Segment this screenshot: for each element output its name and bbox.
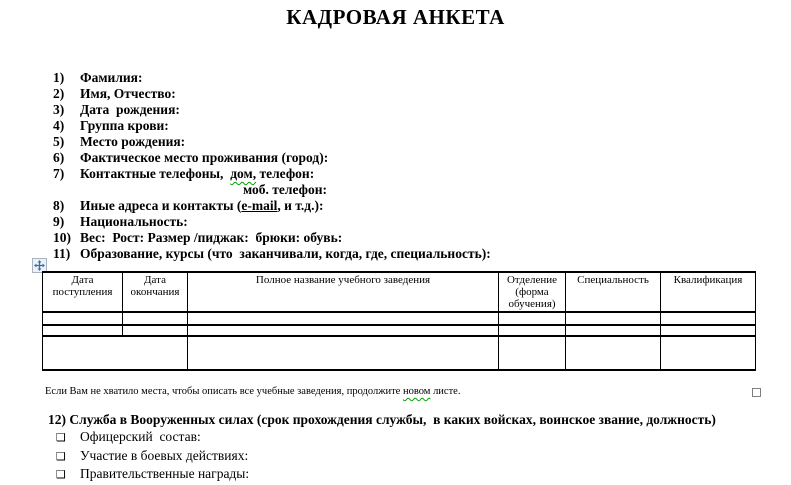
table-cell[interactable]: [661, 312, 756, 325]
list-item: [53, 102, 491, 118]
checkbox-bullet-icon: ❑: [56, 468, 66, 481]
table-header-cell[interactable]: Квалификация: [661, 272, 756, 312]
list-item: [53, 118, 491, 134]
numbered-list: [53, 70, 491, 262]
education-table: [42, 271, 756, 371]
item-text: Фамилия:: [80, 70, 143, 85]
item-text: Место рождения:: [80, 134, 186, 149]
checkbox-item-label: Правительственные награды:: [80, 466, 250, 481]
item-number: 11): [53, 246, 71, 261]
table-header-cell[interactable]: Специальность: [566, 272, 661, 312]
table-row: [43, 325, 756, 336]
table-cell[interactable]: [123, 312, 188, 325]
table-cell[interactable]: [499, 325, 566, 336]
table-cell[interactable]: [43, 325, 123, 336]
item-text: Группа крови:: [80, 118, 169, 133]
list-item: [53, 230, 491, 246]
table-header-row: [43, 272, 756, 312]
checkbox-item: [48, 465, 716, 484]
table-cell[interactable]: [566, 336, 661, 370]
list-item: [53, 150, 491, 166]
table-cell[interactable]: [566, 312, 661, 325]
item-text: Образование, курсы (что заканчивали, когда, где, специальность):: [80, 246, 491, 261]
item-text: Дата рождения:: [80, 102, 180, 117]
list-item: [53, 214, 491, 230]
table-cell[interactable]: [499, 312, 566, 325]
page-title: КАДРОВАЯ АНКЕТА: [286, 5, 505, 29]
table-cell[interactable]: [188, 312, 499, 325]
item-text: Национальность:: [80, 214, 188, 229]
list-item: [53, 70, 491, 86]
table-note: Если Вам не хватило места, чтобы описать все учебные заведения, продолжите новом листе.: [45, 386, 461, 397]
table-cell[interactable]: [499, 336, 566, 370]
checkbox-bullet-icon: ❑: [56, 431, 66, 444]
item-text: Имя, Отчество:: [80, 86, 176, 101]
table-header-cell[interactable]: Отделение (форма обучения): [499, 272, 566, 312]
section-12-title: 12) Служба в Вооруженных силах (срок прохождения службы, в каких войсках, воинское звание, должность): [48, 412, 716, 427]
item-number: 10): [53, 230, 71, 245]
item-number: 6): [53, 150, 65, 165]
item-number: 2): [53, 86, 65, 101]
checkbox-item-label: Офицерский состав:: [80, 429, 201, 444]
list-item-phones-line2: [53, 182, 491, 198]
list-item: [53, 86, 491, 102]
move-arrows-icon: [34, 260, 45, 271]
section-service: [48, 411, 716, 484]
table-resize-handle[interactable]: [752, 388, 761, 397]
table-cell[interactable]: [566, 325, 661, 336]
table-cell[interactable]: [188, 336, 499, 370]
spellcheck-underline: новом: [402, 386, 431, 397]
table-cell[interactable]: [661, 325, 756, 336]
item-text: Контактные телефоны, дом, телефон:: [80, 166, 315, 181]
table-cell-merged[interactable]: [43, 336, 188, 370]
checkbox-item: [48, 447, 716, 466]
item-text: Фактическое место проживания (город):: [80, 150, 329, 165]
spellcheck-underline: дом,: [230, 166, 257, 181]
table-cell[interactable]: [123, 325, 188, 336]
checkbox-item: [48, 428, 716, 447]
table-cell[interactable]: [188, 325, 499, 336]
table-header-cell[interactable]: Дата поступления: [43, 272, 123, 312]
table-cell[interactable]: [661, 336, 756, 370]
table-row: [43, 312, 756, 325]
item-text: Иные адреса и контакты (e-mail, и т.д.):: [80, 198, 324, 213]
list-item-phones: [53, 166, 491, 182]
item-number: 4): [53, 118, 65, 133]
item-text: Вес: Рост: Размер /пиджак: брюки: обувь:: [80, 230, 343, 245]
table-cell[interactable]: [43, 312, 123, 325]
item-number: 9): [53, 214, 65, 229]
table-row: [43, 336, 756, 370]
table-header-cell[interactable]: Полное название учебного заведения: [188, 272, 499, 312]
item-number: 1): [53, 70, 65, 85]
list-item: [53, 246, 491, 262]
email-underlined-text: e-mail: [241, 198, 278, 213]
item-number: 8): [53, 198, 65, 213]
table-header-cell[interactable]: Дата окончания: [123, 272, 188, 312]
item-number: 3): [53, 102, 65, 117]
item-text: моб. телефон:: [243, 182, 327, 197]
item-number: 12): [48, 412, 66, 427]
checkbox-bullet-icon: ❑: [56, 449, 66, 463]
item-number: 7): [53, 166, 65, 181]
checkbox-item-label: Участие в боевых действиях:: [80, 447, 249, 463]
item-number: 5): [53, 134, 65, 149]
list-item-contacts: [53, 198, 491, 214]
list-item: [53, 134, 491, 150]
